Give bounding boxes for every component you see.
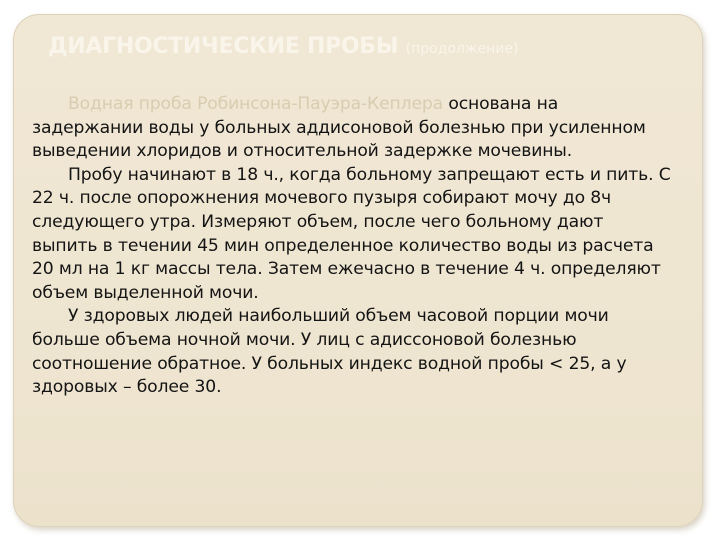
slide-title-main: ДИАГНОСТИЧЕСКИЕ ПРОБЫ [48,34,399,59]
highlighted-term: Водная проба Робинсона-Пауэра-Кеплера [68,94,444,114]
paragraph-text: основана на задержании воды у больных аддисоновой болезнью при усиленном выведении хлоридов и относительной задержке мочевины. [32,94,646,162]
paragraph-text: Пробу начинают в 18 ч., когда больному запрещают есть и пить. С 22 ч. после опорожнения мочевого пузыря собирают мочу до 8ч следующего утра. Измеряют объем, после чего больному дают выпить в течении 45 мин определенное количество воды из расчета 20 мл на 1 кг массы тела. Затем ежечасно в течение 4 ч. определяют объем выделенной мочи. [32,164,671,303]
slide-body [32,93,672,400]
paragraph-2 [32,164,672,306]
paragraph-1 [32,93,672,164]
slide-title-sub: (продолжение) [405,41,519,57]
paragraph-text: У здоровых людей наибольший объем часовой порции мочи больше объема ночной мочи. У лиц с адиссоновой болезнью соотношение обратное. У больных индекс водной пробы < 25, а у здоровых – более 30. [32,306,627,398]
slide-title [48,34,668,59]
paragraph-3 [32,305,672,399]
